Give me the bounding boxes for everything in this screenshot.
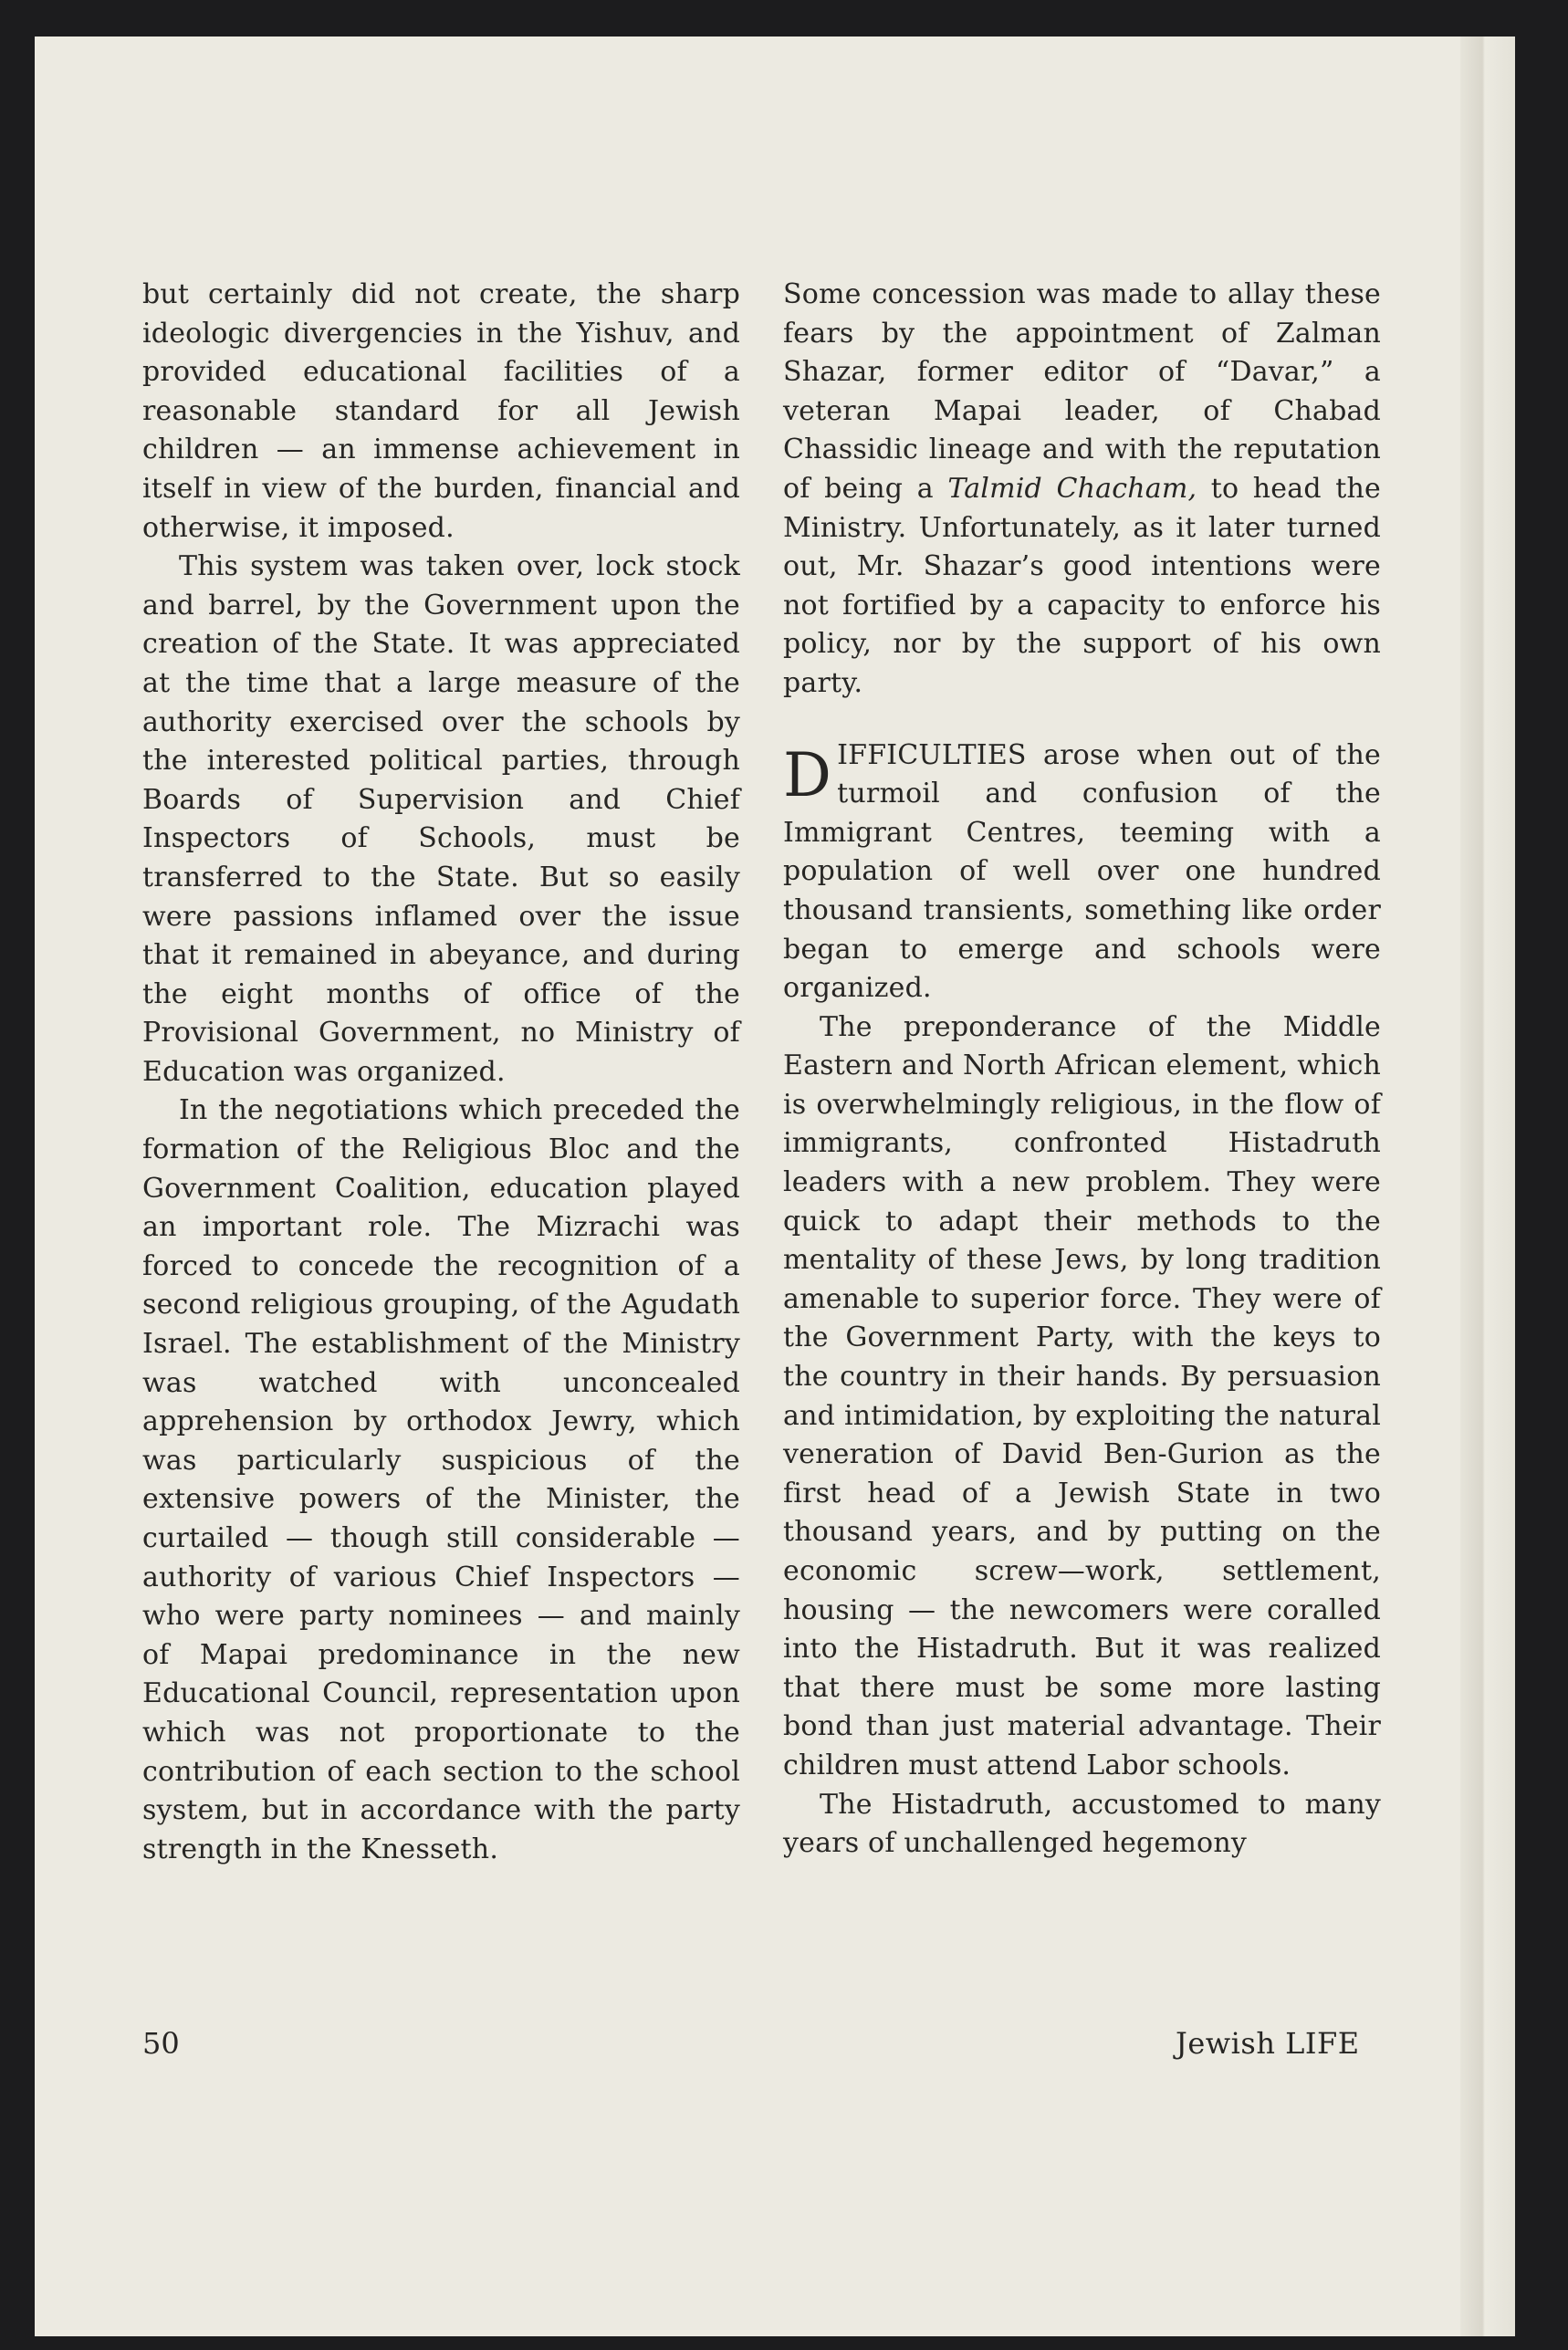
- right-paragraph-1-start: Some concession was made to allay these fears by the appointment of Zalman Shazar, former editor of “Davar,” a veteran Mapai leader, of Chabad Chassidic lineage and with the reputation of being a: [783, 278, 1381, 505]
- right-paragraph-4: The Histadruth, accustomed to many years of unchallenged hegemony: [783, 1788, 1381, 1860]
- magazine-page: [35, 37, 1515, 2336]
- page-spine-shadow: [1460, 37, 1515, 2336]
- left-paragraph-1: but certainly did not create, the sharp ideologic divergencies in the Yishuv, and provided educational facilities of a reasonable standard for all Jewish children — an immense achievement in itself in view of the burden, financial and otherwise, it imposed.: [142, 278, 740, 544]
- right-text-column: [783, 276, 1381, 1864]
- right-paragraph-1: [783, 276, 1381, 704]
- section-opening-paragraph: [783, 736, 1381, 1008]
- left-paragraph-3: In the negotiations which preceded the formation of the Religious Bloc and the Government Coalition, education played an important role. The Mizrachi was forced to concede the recognition of a second religious grouping, of the Agudath Israel. The establishment of the Ministry was watched with unconcealed apprehension by orthodox Jewry, which was particularly suspicious of the extensive powers of the Minister, the curtailed — though still considerable — authority of various Chief Inspectors — who were party nominees — and mainly of Mapai predominance in the new Educational Council, representation upon which was not proportionate to the contribution of each section to the school system, but in accordance with the party strength in the Knesseth.: [142, 1094, 740, 1865]
- right-paragraph-1-end: to head the Ministry. Unfortunately, as it later turned out, Mr. Shazar’s good intentions were not fortified by a capacity to enforce his policy, nor by the support of his own party.: [783, 472, 1381, 699]
- drop-cap: D: [783, 739, 832, 810]
- publication-name: Jewish LIFE: [1176, 2026, 1360, 2061]
- left-text-column: [142, 276, 740, 1869]
- section-caps-word: IFFICULTIES: [837, 738, 1027, 771]
- left-paragraph-2: This system was taken over, lock stock and barrel, by the Government upon the creation of the State. It was appreciated at the time that a large measure of the authority exercised over the schools by the interested political parties, through Boards of Supervision and Chief Inspectors of Schools, must be transferred to the State. But so easily were passions inflamed over the issue that it remained in abeyance, and during the eight months of office of the Provisional Government, no Ministry of Education was organized.: [142, 550, 740, 1088]
- right-paragraph-3: The preponderance of the Middle Eastern and North African element, which is overwhelmingly religious, in the flow of immigrants, confronted Histadruth leaders with a new problem. They were quick to adapt their methods to the mentality of these Jews, by long tradition amenable to superior force. They were of the Government Party, with the keys to the country in their hands. By persuasion and intimidation, by exploiting the natural veneration of David Ben-Gurion as the first head of a Jewish State in two thousand years, and by putting on the economic screw—work, settlement, housing — the newcomers were coralled into the Histadruth. But it was realized that there must be some more lasting bond than just material advantage. Their children must attend Labor schools.: [783, 1010, 1381, 1781]
- page-number: 50: [142, 2026, 180, 2061]
- section-opening-text: arose when out of the turmoil and confusion of the Immigrant Centres, teeming with a population of well over one hundred thousand transients, something like order began to emerge and schools were organized.: [783, 738, 1381, 1005]
- italic-term: Talmid Chacham,: [947, 472, 1197, 505]
